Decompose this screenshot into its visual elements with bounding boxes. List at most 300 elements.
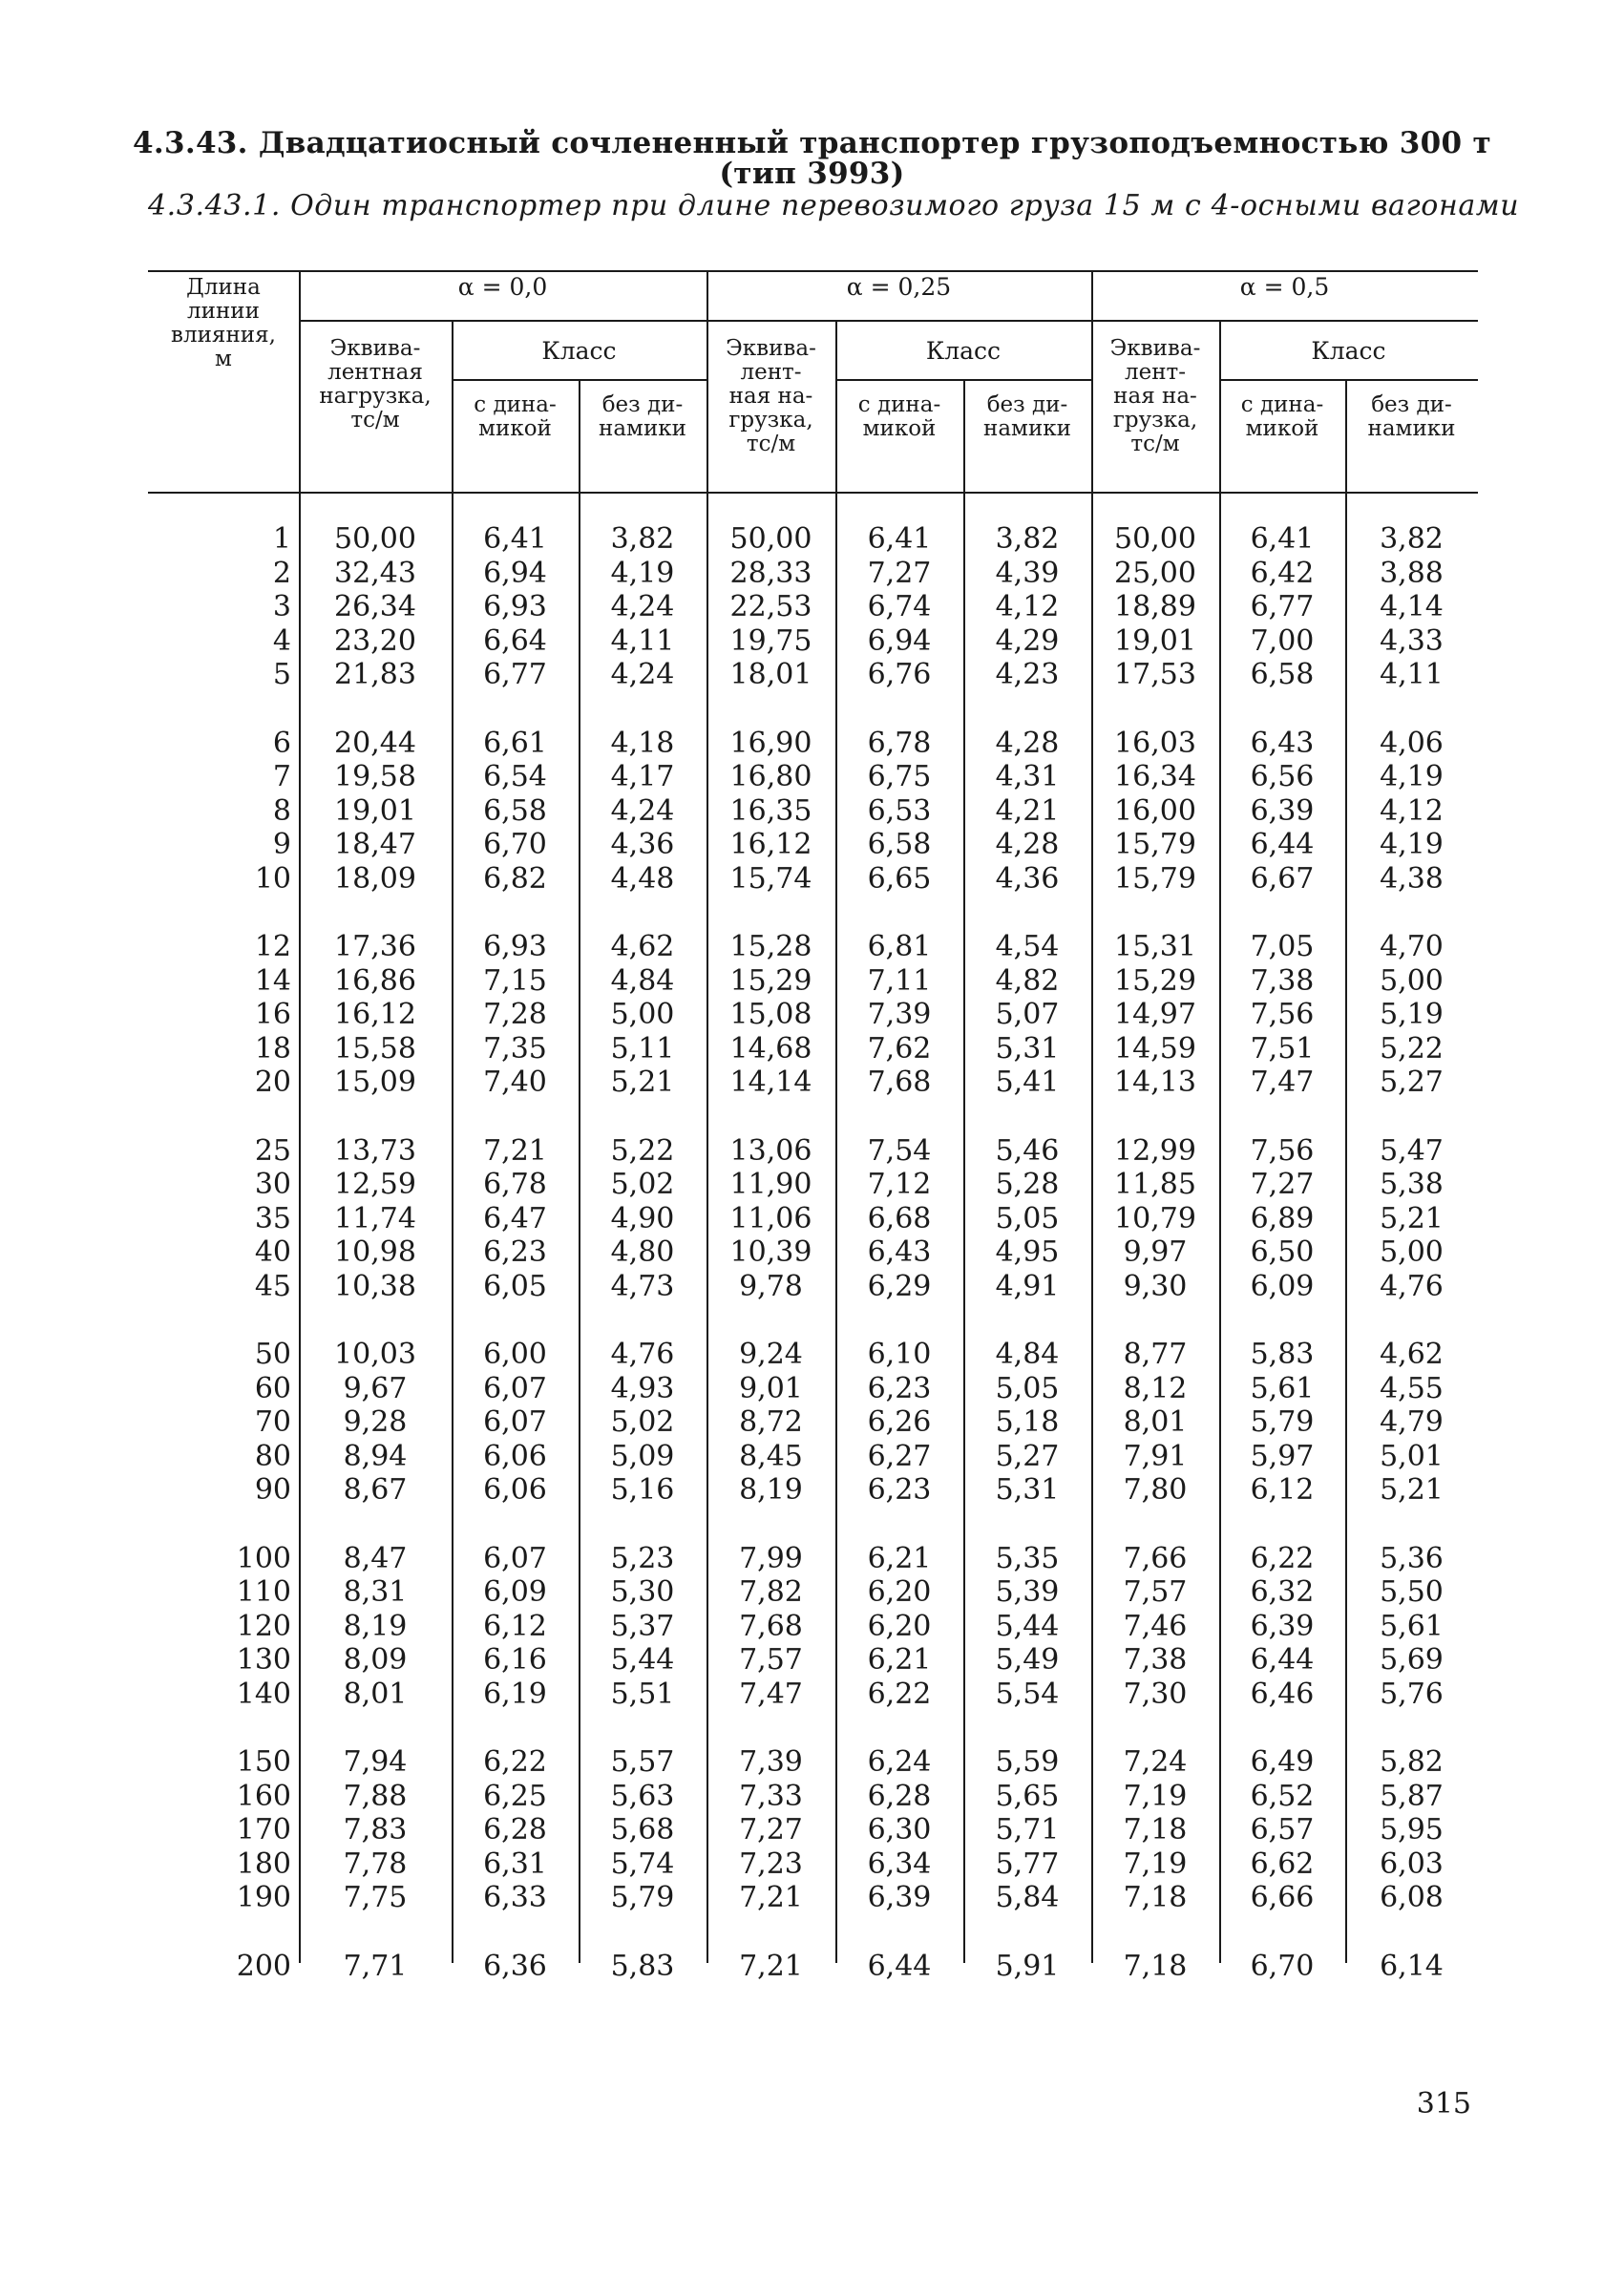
cell-influence-length: 10 [254, 861, 291, 896]
table-cell: 7,27 [1250, 1168, 1315, 1202]
table-cell: 5,46 [995, 1133, 1060, 1168]
table-cell: 6,06 [483, 1439, 547, 1473]
table-cell: 20,44 [334, 726, 416, 760]
table-cell: 4,28 [995, 828, 1060, 862]
cell-influence-length: 200 [236, 1949, 291, 1983]
table-cell: 6,28 [483, 1813, 547, 1847]
cell-influence-length: 110 [236, 1575, 291, 1610]
table-cell: 7,18 [1123, 1813, 1188, 1847]
table-cell: 4,73 [610, 1269, 675, 1303]
table-cell: 6,25 [483, 1779, 547, 1813]
table-cell: 5,18 [995, 1405, 1060, 1440]
table-cell: 9,28 [343, 1405, 408, 1440]
table-cell: 16,03 [1114, 726, 1196, 760]
table-cell: 7,71 [343, 1949, 408, 1983]
header-equiv-load-a0 [299, 337, 452, 433]
table-cell: 12,59 [334, 1168, 416, 1202]
table-cell: 6,39 [867, 1881, 932, 1915]
table-cell: 4,95 [995, 1235, 1060, 1270]
table-cell: 4,90 [610, 1201, 675, 1235]
table-cell: 5,38 [1380, 1168, 1444, 1202]
table-cell: 4,31 [995, 760, 1060, 794]
cell-influence-length: 4 [272, 623, 291, 658]
table-cell: 14,13 [1114, 1066, 1196, 1100]
table-cell: 5,87 [1380, 1779, 1444, 1813]
table-cell: 4,48 [610, 861, 675, 896]
table-cell: 8,01 [1123, 1405, 1188, 1440]
table-cell: 7,18 [1123, 1881, 1188, 1915]
header-without-dynamics-line: без ди- [601, 392, 684, 417]
table-cell: 5,05 [995, 1371, 1060, 1405]
table-cell: 6,78 [867, 726, 932, 760]
table-cell: 5,23 [610, 1541, 675, 1575]
header-without-dynamics-line: без ди- [986, 392, 1068, 417]
table-cell: 4,12 [995, 590, 1060, 624]
table-cell: 6,22 [867, 1677, 932, 1711]
table-cell: 4,62 [1380, 1338, 1444, 1371]
table-cell: 7,23 [739, 1846, 803, 1881]
table-cell: 6,44 [867, 1949, 932, 1983]
table-cell: 32,43 [334, 556, 416, 590]
header-without-dynamics [963, 393, 1091, 441]
table-cell: 7,57 [1123, 1575, 1188, 1610]
table-cell: 11,74 [334, 1201, 416, 1235]
table-cell: 7,56 [1250, 1133, 1315, 1168]
header-equiv-load-a0-line: нагрузка, [319, 384, 432, 409]
table-cell: 10,39 [729, 1235, 812, 1270]
table-cell: 4,84 [995, 1338, 1060, 1371]
section-title-type: (тип 3993) [719, 157, 905, 191]
table-cell: 5,91 [995, 1949, 1060, 1983]
table-cell: 5,09 [610, 1439, 675, 1473]
table-cell: 6,66 [1250, 1881, 1315, 1915]
table-cell: 4,24 [610, 793, 675, 828]
cell-influence-length: 25 [254, 1133, 291, 1168]
table-cell: 4,21 [995, 793, 1060, 828]
cell-influence-length: 3 [272, 590, 291, 624]
table-cell: 25,00 [1114, 556, 1196, 590]
table-cell: 5,21 [1380, 1473, 1444, 1508]
table-cell: 6,09 [1250, 1269, 1315, 1303]
header-with-dynamics-line: микой [862, 416, 937, 441]
table-cell: 6,21 [867, 1643, 932, 1678]
table-cell: 5,57 [610, 1745, 675, 1779]
table-cell: 4,55 [1380, 1371, 1444, 1405]
table-cell: 7,05 [1250, 930, 1315, 963]
table-cell: 50,00 [729, 522, 812, 556]
cell-influence-length: 2 [272, 556, 291, 590]
table-cell: 7,35 [483, 1031, 547, 1066]
table-cell: 4,23 [995, 658, 1060, 692]
table-cell: 4,19 [1380, 760, 1444, 794]
cell-influence-length: 80 [254, 1439, 291, 1473]
table-cell: 19,01 [334, 793, 416, 828]
table-cell: 4,91 [995, 1269, 1060, 1303]
header-equiv-load-a5-line: Эквива- [1109, 336, 1201, 361]
table-cell: 6,53 [867, 793, 932, 828]
table-cell: 18,89 [1114, 590, 1196, 624]
table-cell: 8,77 [1123, 1338, 1188, 1371]
table-cell: 6,27 [867, 1439, 932, 1473]
table-cell: 15,79 [1114, 828, 1196, 862]
table-cell: 5,31 [995, 1031, 1060, 1066]
table-cell: 18,47 [334, 828, 416, 862]
table-cell: 5,21 [1380, 1201, 1444, 1235]
class-rule-a5 [1219, 379, 1478, 381]
table-cell: 6,34 [867, 1846, 932, 1881]
cell-influence-length: 130 [236, 1643, 291, 1678]
table-cell: 4,18 [610, 726, 675, 760]
table-cell: 7,56 [1250, 998, 1315, 1032]
table-cell: 7,40 [483, 1066, 547, 1100]
table-cell: 4,29 [995, 623, 1060, 658]
table-cell: 6,94 [867, 623, 932, 658]
table-cell: 11,90 [729, 1168, 812, 1202]
header-alpha-05: α = 0,5 [1239, 273, 1330, 301]
table-cell: 5,63 [610, 1779, 675, 1813]
table-cell: 15,31 [1114, 930, 1196, 963]
table-cell: 6,42 [1250, 556, 1315, 590]
table-cell: 5,30 [610, 1575, 675, 1610]
cell-influence-length: 20 [254, 1066, 291, 1100]
table-cell: 4,62 [610, 930, 675, 963]
header-class-a0: Класс [541, 337, 617, 365]
table-cell: 8,19 [343, 1609, 408, 1643]
table-cell: 4,79 [1380, 1405, 1444, 1440]
table-cell: 6,58 [867, 828, 932, 862]
table-cell: 6,70 [483, 828, 547, 862]
table-cell: 3,82 [610, 522, 675, 556]
table-cell: 5,50 [1380, 1575, 1444, 1610]
table-cell: 15,58 [334, 1031, 416, 1066]
table-cell: 6,21 [867, 1541, 932, 1575]
table-cell: 5,79 [610, 1881, 675, 1915]
table-cell: 6,14 [1380, 1949, 1444, 1983]
table-cell: 6,23 [483, 1235, 547, 1270]
table-cell: 4,93 [610, 1371, 675, 1405]
table-cell: 5,79 [1250, 1405, 1315, 1440]
table-cell: 6,08 [1380, 1881, 1444, 1915]
table-cell: 6,12 [1250, 1473, 1315, 1508]
table-cell: 6,31 [483, 1846, 547, 1881]
alpha-group-rule [299, 320, 1478, 322]
table-cell: 4,11 [1380, 658, 1444, 692]
table-cell: 6,19 [483, 1677, 547, 1711]
cell-influence-length: 14 [254, 963, 291, 998]
table-cell: 6,39 [1250, 1609, 1315, 1643]
cell-influence-length: 190 [236, 1881, 291, 1915]
cell-influence-length: 50 [254, 1338, 291, 1371]
table-cell: 5,49 [995, 1643, 1060, 1678]
table-cell: 5,61 [1250, 1371, 1315, 1405]
cell-influence-length: 180 [236, 1846, 291, 1881]
table-cell: 6,49 [1250, 1745, 1315, 1779]
table-cell: 6,43 [867, 1235, 932, 1270]
header-without-dynamics-line: без ди- [1371, 392, 1452, 417]
table-cell: 50,00 [334, 522, 416, 556]
table-cell: 4,54 [995, 930, 1060, 963]
table-cell: 4,28 [995, 726, 1060, 760]
table-cell: 6,07 [483, 1541, 547, 1575]
table-cell: 4,76 [1380, 1269, 1444, 1303]
table-cell: 16,80 [729, 760, 812, 794]
table-cell: 5,44 [995, 1609, 1060, 1643]
table-cell: 6,44 [1250, 828, 1315, 862]
table-cell: 8,09 [343, 1643, 408, 1678]
header-with-dynamics-line: с дина- [474, 392, 557, 417]
table-cell: 28,33 [729, 556, 812, 590]
table-cell: 9,01 [739, 1371, 803, 1405]
table-cell: 6,23 [867, 1371, 932, 1405]
table-cell: 5,22 [1380, 1031, 1444, 1066]
table-cell: 5,02 [610, 1405, 675, 1440]
table-cell: 4,17 [610, 760, 675, 794]
table-cell: 5,00 [610, 998, 675, 1032]
table-cell: 5,19 [1380, 998, 1444, 1032]
table-cell: 7,54 [867, 1133, 932, 1168]
table-cell: 5,27 [995, 1439, 1060, 1473]
header-alpha-025: α = 0,25 [846, 273, 952, 301]
table-cell: 6,76 [867, 658, 932, 692]
header-bottom-rule [148, 492, 1478, 494]
table-cell: 5,74 [610, 1846, 675, 1881]
header-without-dynamics-line: намики [1367, 416, 1456, 441]
table-cell: 4,36 [995, 861, 1060, 896]
table-cell: 5,00 [1380, 963, 1444, 998]
table-cell: 5,05 [995, 1201, 1060, 1235]
table-cell: 7,68 [867, 1066, 932, 1100]
table-cell: 15,29 [1114, 963, 1196, 998]
table-cell: 9,97 [1123, 1235, 1188, 1270]
table-cell: 3,82 [995, 522, 1060, 556]
table-cell: 22,53 [729, 590, 812, 624]
table-cell: 4,12 [1380, 793, 1444, 828]
cell-influence-length: 70 [254, 1405, 291, 1440]
table-cell: 4,76 [610, 1338, 675, 1371]
header-equiv-load-a25 [707, 337, 835, 456]
table-cell: 7,12 [867, 1168, 932, 1202]
table-cell: 7,28 [483, 998, 547, 1032]
cell-influence-length: 100 [236, 1541, 291, 1575]
table-cell: 14,97 [1114, 998, 1196, 1032]
table-cell: 15,79 [1114, 861, 1196, 896]
table-cell: 5,31 [995, 1473, 1060, 1508]
header-class-a5: Класс [1311, 337, 1386, 365]
table-cell: 6,94 [483, 556, 547, 590]
table-cell: 5,84 [995, 1881, 1060, 1915]
header-equiv-load-a0-line: тс/м [350, 408, 400, 433]
table-cell: 7,82 [739, 1575, 803, 1610]
table-cell: 7,19 [1123, 1779, 1188, 1813]
table-cell: 6,07 [483, 1405, 547, 1440]
table-cell: 6,89 [1250, 1201, 1315, 1235]
table-cell: 8,45 [739, 1439, 803, 1473]
table-cell: 6,82 [483, 861, 547, 896]
table-cell: 6,93 [483, 590, 547, 624]
table-cell: 13,06 [729, 1133, 812, 1168]
table-cell: 5,41 [995, 1066, 1060, 1100]
table-cell: 16,12 [334, 998, 416, 1032]
cell-influence-length: 120 [236, 1609, 291, 1643]
table-cell: 8,01 [343, 1677, 408, 1711]
table-cell: 6,20 [867, 1575, 932, 1610]
cell-influence-length: 7 [272, 760, 291, 794]
table-cell: 8,72 [739, 1405, 803, 1440]
table-cell: 5,71 [995, 1813, 1060, 1847]
header-without-dynamics-line: намики [983, 416, 1071, 441]
table-cell: 15,74 [729, 861, 812, 896]
table-cell: 7,57 [739, 1643, 803, 1678]
cell-influence-length: 45 [254, 1269, 291, 1303]
table-cell: 5,51 [610, 1677, 675, 1711]
table-cell: 6,16 [483, 1643, 547, 1678]
table-cell: 11,06 [729, 1201, 812, 1235]
header-equiv-load-a25-line: грузка, [728, 408, 813, 433]
table-cell: 8,12 [1123, 1371, 1188, 1405]
table-cell: 9,78 [739, 1269, 803, 1303]
table-cell: 6,10 [867, 1338, 932, 1371]
header-equiv-load-a25-line: Эквива- [726, 336, 816, 361]
table-cell: 5,69 [1380, 1643, 1444, 1678]
table-cell: 5,16 [610, 1473, 675, 1508]
table-cell: 6,44 [1250, 1643, 1315, 1678]
cell-influence-length: 160 [236, 1779, 291, 1813]
table-cell: 6,36 [483, 1949, 547, 1983]
table-cell: 6,23 [867, 1473, 932, 1508]
table-cell: 6,57 [1250, 1813, 1315, 1847]
table-cell: 6,29 [867, 1269, 932, 1303]
table-cell: 6,46 [1250, 1677, 1315, 1711]
table-cell: 7,00 [1250, 623, 1315, 658]
table-cell: 6,43 [1250, 726, 1315, 760]
table-cell: 7,19 [1123, 1846, 1188, 1881]
table-cell: 6,05 [483, 1269, 547, 1303]
table-cell: 8,94 [343, 1439, 408, 1473]
header-length-line: Длина [186, 275, 261, 300]
table-cell: 7,78 [343, 1846, 408, 1881]
table-cell: 7,83 [343, 1813, 408, 1847]
table-cell: 6,41 [483, 522, 547, 556]
table-cell: 6,32 [1250, 1575, 1315, 1610]
table-cell: 7,39 [867, 998, 932, 1032]
table-cell: 7,38 [1250, 963, 1315, 998]
header-equiv-load-a5-line: тс/м [1130, 432, 1180, 456]
table-cell: 7,21 [483, 1133, 547, 1168]
cell-influence-length: 150 [236, 1745, 291, 1779]
table-cell: 6,67 [1250, 861, 1315, 896]
table-cell: 10,98 [334, 1235, 416, 1270]
table-cell: 5,83 [610, 1949, 675, 1983]
table-cell: 5,77 [995, 1846, 1060, 1881]
table-cell: 6,28 [867, 1779, 932, 1813]
table-cell: 3,82 [1380, 522, 1444, 556]
table-cell: 7,30 [1123, 1677, 1188, 1711]
table-cell: 4,84 [610, 963, 675, 998]
cell-influence-length: 9 [272, 828, 291, 862]
table-cell: 5,61 [1380, 1609, 1444, 1643]
table-cell: 15,29 [729, 963, 812, 998]
header-class-a25: Класс [925, 337, 1002, 365]
table-cell: 6,47 [483, 1201, 547, 1235]
table-cell: 6,81 [867, 930, 932, 963]
table-cell: 7,47 [1250, 1066, 1315, 1100]
table-cell: 9,67 [343, 1371, 408, 1405]
table-cell: 4,70 [1380, 930, 1444, 963]
table-cell: 7,99 [739, 1541, 803, 1575]
table-cell: 17,36 [334, 930, 416, 963]
cell-influence-length: 6 [272, 726, 291, 760]
table-cell: 7,24 [1123, 1745, 1188, 1779]
table-cell: 5,01 [1380, 1439, 1444, 1473]
table-cell: 11,85 [1114, 1168, 1196, 1202]
table-cell: 16,12 [729, 828, 812, 862]
table-cell: 16,00 [1114, 793, 1196, 828]
table-cell: 5,83 [1250, 1338, 1315, 1371]
table-cell: 6,62 [1250, 1846, 1315, 1881]
table-cell: 6,52 [1250, 1779, 1315, 1813]
table-cell: 10,38 [334, 1269, 416, 1303]
table-cell: 4,38 [1380, 861, 1444, 896]
table-cell: 7,51 [1250, 1031, 1315, 1066]
table-cell: 6,54 [483, 760, 547, 794]
table-cell: 6,58 [1250, 658, 1315, 692]
table-cell: 5,44 [610, 1643, 675, 1678]
table-cell: 16,34 [1114, 760, 1196, 794]
header-without-dynamics-line: намики [599, 416, 686, 441]
table-cell: 4,82 [995, 963, 1060, 998]
table-cell: 9,24 [739, 1338, 803, 1371]
cell-influence-length: 170 [236, 1813, 291, 1847]
table-cell: 10,03 [334, 1338, 416, 1371]
table-cell: 6,12 [483, 1609, 547, 1643]
table-cell: 4,19 [1380, 828, 1444, 862]
table-cell: 5,76 [1380, 1677, 1444, 1711]
table-cell: 8,47 [343, 1541, 408, 1575]
table-cell: 6,22 [1250, 1541, 1315, 1575]
table-cell: 23,20 [334, 623, 416, 658]
section-title: 4.3.43. Двадцатиосный сочлененный транспортер грузоподъемностью 300 т [133, 126, 1491, 160]
header-equiv-load-a5-line: ная на- [1113, 384, 1197, 409]
header-equiv-load-a0-line: Эквива- [329, 336, 421, 361]
table-cell: 7,38 [1123, 1643, 1188, 1678]
table-cell: 7,27 [867, 556, 932, 590]
subsection-title: 4.3.43.1. Один транспортер при длине перевозимого груза 15 м с 4-осными вагонами [148, 189, 1520, 222]
table-cell: 6,30 [867, 1813, 932, 1847]
table-cell: 10,79 [1114, 1201, 1196, 1235]
table-cell: 5,68 [610, 1813, 675, 1847]
table-cell: 5,59 [995, 1745, 1060, 1779]
table-cell: 19,75 [729, 623, 812, 658]
table-cell: 5,39 [995, 1575, 1060, 1610]
table-cell: 6,26 [867, 1405, 932, 1440]
cell-influence-length: 18 [254, 1031, 291, 1066]
table-cell: 6,06 [483, 1473, 547, 1508]
header-equiv-load-a0-line: лентная [327, 360, 423, 385]
table-cell: 7,21 [739, 1881, 803, 1915]
table-cell: 7,18 [1123, 1949, 1188, 1983]
table-cell: 5,65 [995, 1779, 1060, 1813]
table-cell: 7,80 [1123, 1473, 1188, 1508]
cell-influence-length: 1 [272, 522, 291, 556]
table-cell: 13,73 [334, 1133, 416, 1168]
table-cell: 5,21 [610, 1066, 675, 1100]
table-cell: 5,95 [1380, 1813, 1444, 1847]
header-equiv-load-a5 [1091, 337, 1219, 456]
table-cell: 7,66 [1123, 1541, 1188, 1575]
table-cell: 15,09 [334, 1066, 416, 1100]
table-cell: 4,24 [610, 590, 675, 624]
cell-influence-length: 35 [254, 1201, 291, 1235]
